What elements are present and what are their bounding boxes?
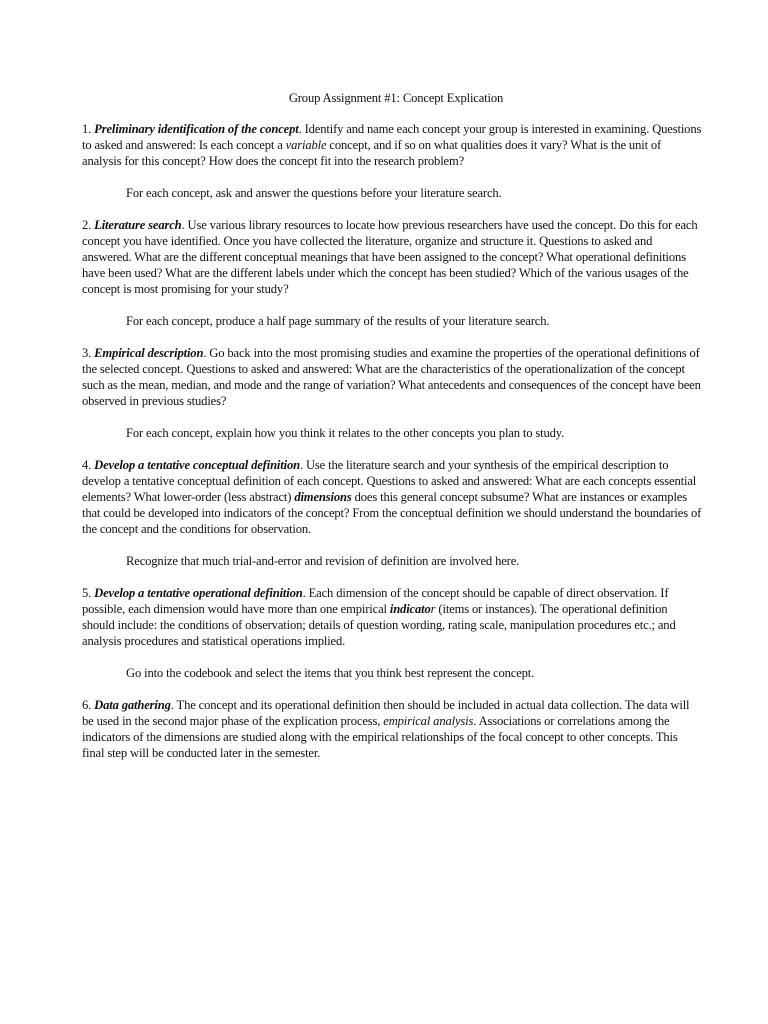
section-1-text-a: . Identify and name each concept your group is interested in examining. Questions to asked and answered: Is each concept a <box>82 122 702 152</box>
section-1 <box>82 121 702 169</box>
section-6-text-a: . The concept and its operational definition then should be included in actual data collection. The data will be used in the second major phase of the explication process, <box>82 698 690 728</box>
section-5-heading: Develop a tentative operational definition <box>94 586 303 600</box>
section-5-text-a: . Each dimension of the concept should be capable of direct observation. If possible, each dimension would have more than one empirical <box>82 586 669 616</box>
section-3-heading: Empirical description <box>94 346 204 360</box>
document-title: Group Assignment #1: Concept Explication <box>288 91 504 105</box>
section-3-number: 3. <box>82 346 95 360</box>
section-4-heading: Develop a tentative conceptual definition <box>94 458 300 472</box>
section-1-text-b: concept, and if so on what qualities does it vary? What is the unit of analysis for this concept? How does the concept fit into the research problem? <box>82 138 662 168</box>
section-6-number: 6. <box>82 698 95 712</box>
section-4-number: 4. <box>82 458 95 472</box>
section-6-emphasis: empirical analysis <box>383 714 474 728</box>
section-5-indicator-term: indicato <box>389 602 431 616</box>
section-4 <box>82 457 702 537</box>
section-3-text-a: . Go back into the most promising studies and examine the properties of the operational definitions of the selected concept. Questions to asked and answered: What are the characteristics of the operationalization of the concept such as the mean, median, and mode and the range of variation? What antecedents and consequences of the concept have been observed in previous studies? <box>82 346 701 408</box>
section-1-emphasis: variable <box>285 138 327 152</box>
section-4-note: Recognize that much trial-and-error and revision of definition are involved here. <box>126 554 520 568</box>
section-4-dimensions-term: dimensions <box>294 490 352 504</box>
section-2-text-a: . Use various library resources to locate how previous researchers have used the concept. Do this for each concept you have identified. Once you have collected the literature, organize and structure it. Questions to asked and answered. What are the different conceptual meanings that have been assigned to the concept? What operational definitions have been used? What are the different labels under which the concept has been studied? Which of the various usages of the concept is most promising for your study? <box>82 218 698 296</box>
section-1-note: For each concept, ask and answer the questions before your literature search. <box>126 186 502 200</box>
section-6-heading: Data gathering <box>94 698 171 712</box>
section-5-indicator-suffix: r <box>430 602 436 616</box>
section-4-text-a: . Use the literature search and your synthesis of the empirical description to develop a tentative conceptual definition of each concept. Questions to asked and answered: What are each concepts essential elements? What lower-order (less abstract) <box>82 458 697 504</box>
section-5-text-b: (items or instances). The operational definition should include: the conditions of observation; details of question wording, rating scale, manipulation procedures etc.; and analysis procedures and statistical operations implied. <box>82 602 676 648</box>
section-2-heading: Literature search <box>94 218 182 232</box>
section-5 <box>82 585 702 649</box>
section-6-text-b: . Associations or correlations among the indicators of the dimensions are studied along with the empirical relationships of the focal concept to other concepts. This final step will be conducted later in the semester. <box>82 714 678 760</box>
section-5-note: Go into the codebook and select the items that you think best represent the concept. <box>126 666 535 680</box>
section-2 <box>82 217 702 297</box>
section-3 <box>82 345 702 409</box>
section-3-note: For each concept, explain how you think it relates to the other concepts you plan to study. <box>126 426 565 440</box>
section-1-heading: Preliminary identification of the concept <box>94 122 299 136</box>
section-1-number: 1. <box>82 122 95 136</box>
section-2-number: 2. <box>82 218 95 232</box>
document-page <box>82 90 702 777</box>
section-6 <box>82 697 702 761</box>
section-4-text-b: does this general concept subsume? What are instances or examples that could be developed into indicators of the concept? From the conceptual definition we should understand the boundaries of the concept and the conditions for observation. <box>82 490 702 536</box>
section-2-note: For each concept, produce a half page summary of the results of your literature search. <box>126 314 550 328</box>
section-5-number: 5. <box>82 586 95 600</box>
